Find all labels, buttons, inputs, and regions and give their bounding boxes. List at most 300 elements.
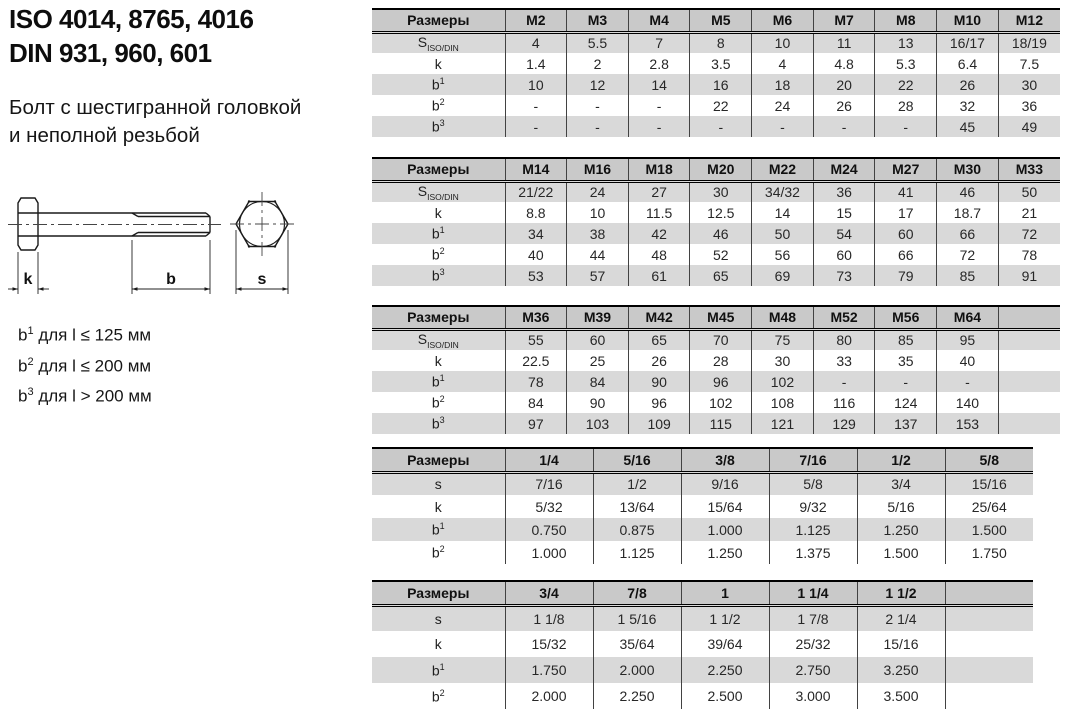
- table-row: [372, 605, 1033, 631]
- corner-label: Размеры: [372, 306, 505, 329]
- size-column-header: M42: [628, 306, 690, 329]
- value-cell: 7.5: [998, 53, 1060, 74]
- value-cell: 2.000: [505, 683, 593, 709]
- row-label: k: [434, 636, 442, 652]
- size-column-header: M5: [690, 9, 752, 32]
- value-cell: 78: [998, 244, 1060, 265]
- page-subtitle: [9, 94, 301, 150]
- row-label: $b^1$: [431, 661, 445, 679]
- size-column-header: 1/2: [857, 448, 945, 472]
- value-cell: 91: [998, 265, 1060, 286]
- value-cell: -: [813, 116, 875, 137]
- value-cell: 14: [752, 202, 814, 223]
- value-cell: 39/64: [681, 631, 769, 657]
- value-cell: 30: [690, 181, 752, 202]
- value-cell: 48: [628, 244, 690, 265]
- value-cell: 2.250: [681, 657, 769, 683]
- value-cell: 8: [690, 32, 752, 53]
- value-cell: 26: [628, 350, 690, 371]
- table-header-row: [372, 158, 1060, 181]
- value-cell: 72: [937, 244, 999, 265]
- size-column-header: 3/4: [505, 581, 593, 605]
- value-cell: 78: [505, 371, 567, 392]
- value-cell: 5/8: [769, 472, 857, 495]
- value-cell: 11: [813, 32, 875, 53]
- value-cell: 75: [752, 329, 814, 350]
- row-label: $b^2$: [431, 97, 445, 114]
- value-cell: 10: [505, 74, 567, 95]
- size-column-header: M64: [937, 306, 999, 329]
- empty-cell: [945, 657, 1033, 683]
- dimension-table: [372, 8, 1060, 137]
- value-cell: 45: [937, 116, 999, 137]
- row-label: $b^3$: [431, 118, 445, 135]
- value-cell: 16/17: [937, 32, 999, 53]
- size-column-header: M18: [628, 158, 690, 181]
- value-cell: 12.5: [690, 202, 752, 223]
- value-cell: 3.250: [857, 657, 945, 683]
- value-cell: 18.7: [937, 202, 999, 223]
- value-cell: 38: [567, 223, 629, 244]
- table-row: [372, 95, 1060, 116]
- value-cell: 10: [752, 32, 814, 53]
- size-column-header: M56: [875, 306, 937, 329]
- size-column-header: M22: [752, 158, 814, 181]
- table-row: [372, 657, 1033, 683]
- size-column-header: M10: [937, 9, 999, 32]
- row-label: $b^1$: [431, 373, 445, 390]
- value-cell: -: [752, 116, 814, 137]
- empty-cell: [945, 683, 1033, 709]
- value-cell: 24: [752, 95, 814, 116]
- value-cell: 57: [567, 265, 629, 286]
- value-cell: 36: [998, 95, 1060, 116]
- size-column-header: 1 1/2: [857, 581, 945, 605]
- value-cell: 65: [628, 329, 690, 350]
- table-row: [372, 371, 1060, 392]
- value-cell: 0.875: [593, 518, 681, 541]
- value-cell: 1 5/16: [593, 605, 681, 631]
- table-row: [372, 53, 1060, 74]
- footnote-b3: $b^3$ для l > 200 мм: [18, 386, 152, 406]
- value-cell: -: [690, 116, 752, 137]
- value-cell: 2: [567, 53, 629, 74]
- corner-label: Размеры: [372, 158, 505, 181]
- size-column-header: M14: [505, 158, 567, 181]
- value-cell: 15/32: [505, 631, 593, 657]
- value-cell: 124: [875, 392, 937, 413]
- subtitle-line-2: и неполной резьбой: [9, 124, 200, 147]
- value-cell: 15: [813, 202, 875, 223]
- value-cell: 96: [628, 392, 690, 413]
- row-label: $S_{ISO/DIN}$: [417, 330, 459, 350]
- row-label: $b^2$: [431, 246, 445, 263]
- size-column-header: M12: [998, 9, 1060, 32]
- value-cell: 21: [998, 202, 1060, 223]
- value-cell: 1.000: [505, 541, 593, 564]
- table-header-row: [372, 306, 1060, 329]
- size-column-header: M3: [567, 9, 629, 32]
- value-cell: 32: [937, 95, 999, 116]
- table-imperial-3-4-to-1-1-2: [372, 580, 1033, 709]
- footnotes: [18, 318, 152, 410]
- value-cell: 4: [505, 32, 567, 53]
- row-label: $b^3$: [431, 267, 445, 284]
- value-cell: 1.500: [945, 518, 1033, 541]
- table-row: [372, 518, 1033, 541]
- value-cell: 3/4: [857, 472, 945, 495]
- value-cell: 10: [567, 202, 629, 223]
- dim-label-b: b: [166, 271, 176, 288]
- value-cell: 2.250: [593, 683, 681, 709]
- value-cell: 35/64: [593, 631, 681, 657]
- row-label: $S_{ISO/DIN}$: [417, 33, 459, 53]
- table-row: [372, 116, 1060, 137]
- value-cell: 85: [875, 329, 937, 350]
- value-cell: 4.8: [813, 53, 875, 74]
- value-cell: 1.250: [857, 518, 945, 541]
- size-column-header: M7: [813, 9, 875, 32]
- value-cell: 20: [813, 74, 875, 95]
- empty-cell: [998, 329, 1060, 350]
- table-row: [372, 631, 1033, 657]
- table-metric-m36-m64: [372, 305, 1060, 434]
- table-row: [372, 181, 1060, 202]
- size-column-header: M4: [628, 9, 690, 32]
- value-cell: -: [505, 116, 567, 137]
- value-cell: 1 1/8: [505, 605, 593, 631]
- value-cell: 1 7/8: [769, 605, 857, 631]
- row-label: $b^2$: [431, 687, 445, 705]
- value-cell: 7/16: [505, 472, 593, 495]
- value-cell: 60: [875, 223, 937, 244]
- value-cell: 1.125: [769, 518, 857, 541]
- value-cell: 56: [752, 244, 814, 265]
- value-cell: 65: [690, 265, 752, 286]
- size-column-header: M2: [505, 9, 567, 32]
- subtitle-line-1: Болт с шестигранной головкой: [9, 96, 302, 119]
- value-cell: 22.5: [505, 350, 567, 371]
- size-column-header: M45: [690, 306, 752, 329]
- value-cell: 90: [628, 371, 690, 392]
- value-cell: 2.500: [681, 683, 769, 709]
- value-cell: 1/2: [593, 472, 681, 495]
- empty-column-header: [998, 306, 1060, 329]
- value-cell: 5/32: [505, 495, 593, 518]
- empty-cell: [998, 371, 1060, 392]
- value-cell: 140: [937, 392, 999, 413]
- page-title: [9, 2, 253, 70]
- value-cell: 60: [567, 329, 629, 350]
- value-cell: 79: [875, 265, 937, 286]
- size-column-header: M6: [752, 9, 814, 32]
- value-cell: 28: [690, 350, 752, 371]
- table-row: [372, 495, 1033, 518]
- value-cell: 46: [690, 223, 752, 244]
- title-iso: ISO 4014, 8765, 4016: [9, 4, 254, 34]
- value-cell: 61: [628, 265, 690, 286]
- size-column-header: M8: [875, 9, 937, 32]
- table-row: [372, 472, 1033, 495]
- value-cell: 34: [505, 223, 567, 244]
- value-cell: 2.8: [628, 53, 690, 74]
- row-label: $b^2$: [431, 544, 445, 561]
- row-label: k: [434, 498, 442, 515]
- value-cell: 30: [998, 74, 1060, 95]
- value-cell: 54: [813, 223, 875, 244]
- empty-cell: [945, 605, 1033, 631]
- value-cell: 24: [567, 181, 629, 202]
- row-label: $b^3$: [431, 415, 445, 432]
- value-cell: -: [567, 95, 629, 116]
- value-cell: 25: [567, 350, 629, 371]
- row-label: s: [434, 610, 442, 627]
- table-row: [372, 413, 1060, 434]
- size-column-header: M27: [875, 158, 937, 181]
- size-column-header: M33: [998, 158, 1060, 181]
- value-cell: -: [937, 371, 999, 392]
- empty-column-header: [945, 581, 1033, 605]
- value-cell: 102: [752, 371, 814, 392]
- size-column-header: M30: [937, 158, 999, 181]
- size-column-header: M36: [505, 306, 567, 329]
- row-label: $b^1$: [431, 521, 445, 538]
- row-label: $b^1$: [431, 225, 445, 242]
- value-cell: 80: [813, 329, 875, 350]
- value-cell: 55: [505, 329, 567, 350]
- value-cell: 13: [875, 32, 937, 53]
- value-cell: 1.000: [681, 518, 769, 541]
- size-column-header: M52: [813, 306, 875, 329]
- empty-cell: [998, 392, 1060, 413]
- row-label: s: [434, 476, 442, 493]
- value-cell: 15/16: [945, 472, 1033, 495]
- value-cell: 26: [813, 95, 875, 116]
- value-cell: 129: [813, 413, 875, 434]
- empty-cell: [998, 350, 1060, 371]
- bolt-side-view: [18, 198, 210, 250]
- value-cell: 30: [752, 350, 814, 371]
- size-column-header: M24: [813, 158, 875, 181]
- value-cell: 97: [505, 413, 567, 434]
- value-cell: 5/16: [857, 495, 945, 518]
- size-column-header: 3/8: [681, 448, 769, 472]
- value-cell: -: [505, 95, 567, 116]
- size-column-header: 5/16: [593, 448, 681, 472]
- value-cell: 52: [690, 244, 752, 265]
- size-column-header: 7/16: [769, 448, 857, 472]
- size-column-header: 7/8: [593, 581, 681, 605]
- value-cell: 2.750: [769, 657, 857, 683]
- value-cell: -: [875, 116, 937, 137]
- value-cell: 109: [628, 413, 690, 434]
- value-cell: 42: [628, 223, 690, 244]
- value-cell: 2 1/4: [857, 605, 945, 631]
- empty-cell: [945, 631, 1033, 657]
- value-cell: 1.375: [769, 541, 857, 564]
- table-metric-m2-m12: [372, 8, 1060, 137]
- size-column-header: 1 1/4: [769, 581, 857, 605]
- table-row: [372, 541, 1033, 564]
- value-cell: 85: [937, 265, 999, 286]
- value-cell: 102: [690, 392, 752, 413]
- row-label: k: [434, 352, 442, 369]
- value-cell: 53: [505, 265, 567, 286]
- value-cell: 25/64: [945, 495, 1033, 518]
- value-cell: 70: [690, 329, 752, 350]
- value-cell: -: [628, 116, 690, 137]
- value-cell: 84: [505, 392, 567, 413]
- value-cell: 22: [875, 74, 937, 95]
- value-cell: 96: [690, 371, 752, 392]
- size-column-header: 1/4: [505, 448, 593, 472]
- value-cell: 153: [937, 413, 999, 434]
- dimension-table: [372, 580, 1033, 709]
- value-cell: 116: [813, 392, 875, 413]
- value-cell: 1.500: [857, 541, 945, 564]
- value-cell: 17: [875, 202, 937, 223]
- value-cell: 50: [998, 181, 1060, 202]
- value-cell: 95: [937, 329, 999, 350]
- dimension-table: [372, 447, 1033, 564]
- bolt-technical-drawing: [8, 186, 314, 304]
- value-cell: 1.750: [505, 657, 593, 683]
- table-row: [372, 265, 1060, 286]
- table-row: [372, 350, 1060, 371]
- table-row: [372, 223, 1060, 244]
- value-cell: 35: [875, 350, 937, 371]
- value-cell: 50: [752, 223, 814, 244]
- value-cell: 12: [567, 74, 629, 95]
- value-cell: 3.500: [857, 683, 945, 709]
- value-cell: 66: [875, 244, 937, 265]
- size-column-header: 1: [681, 581, 769, 605]
- dim-label-s: s: [257, 271, 267, 288]
- value-cell: 13/64: [593, 495, 681, 518]
- table-row: [372, 392, 1060, 413]
- footnote-b2: $b^2$ для l ≤ 200 мм: [18, 355, 152, 376]
- value-cell: 115: [690, 413, 752, 434]
- value-cell: 103: [567, 413, 629, 434]
- row-label: $b^2$: [431, 394, 445, 411]
- value-cell: 60: [813, 244, 875, 265]
- empty-cell: [998, 413, 1060, 434]
- value-cell: 72: [998, 223, 1060, 244]
- table-metric-m14-m33: [372, 157, 1060, 286]
- value-cell: 1.750: [945, 541, 1033, 564]
- value-cell: 15/16: [857, 631, 945, 657]
- size-column-header: M20: [690, 158, 752, 181]
- table-row: [372, 683, 1033, 709]
- row-label: $S_{ISO/DIN}$: [417, 182, 459, 202]
- value-cell: 1 1/2: [681, 605, 769, 631]
- table-row: [372, 329, 1060, 350]
- corner-label: Размеры: [372, 448, 505, 472]
- value-cell: 49: [998, 116, 1060, 137]
- dimension-table: [372, 305, 1060, 434]
- table-row: [372, 32, 1060, 53]
- value-cell: 66: [937, 223, 999, 244]
- value-cell: 108: [752, 392, 814, 413]
- value-cell: 27: [628, 181, 690, 202]
- row-label: k: [434, 204, 442, 221]
- value-cell: -: [567, 116, 629, 137]
- value-cell: 1.250: [681, 541, 769, 564]
- value-cell: 28: [875, 95, 937, 116]
- value-cell: 3.000: [769, 683, 857, 709]
- value-cell: 11.5: [628, 202, 690, 223]
- value-cell: 1.4: [505, 53, 567, 74]
- size-column-header: M16: [567, 158, 629, 181]
- table-header-row: [372, 9, 1060, 32]
- value-cell: 5.3: [875, 53, 937, 74]
- value-cell: 18/19: [998, 32, 1060, 53]
- value-cell: 9/16: [681, 472, 769, 495]
- size-column-header: 5/8: [945, 448, 1033, 472]
- value-cell: 90: [567, 392, 629, 413]
- value-cell: 4: [752, 53, 814, 74]
- value-cell: 137: [875, 413, 937, 434]
- size-column-header: M48: [752, 306, 814, 329]
- value-cell: 16: [690, 74, 752, 95]
- value-cell: -: [813, 371, 875, 392]
- size-column-header: M39: [567, 306, 629, 329]
- title-din: DIN 931, 960, 601: [9, 38, 212, 68]
- value-cell: -: [628, 95, 690, 116]
- value-cell: 1.125: [593, 541, 681, 564]
- value-cell: 22: [690, 95, 752, 116]
- value-cell: 46: [937, 181, 999, 202]
- value-cell: 3.5: [690, 53, 752, 74]
- value-cell: 8.8: [505, 202, 567, 223]
- value-cell: 34/32: [752, 181, 814, 202]
- table-row: [372, 202, 1060, 223]
- value-cell: 0.750: [505, 518, 593, 541]
- value-cell: 6.4: [937, 53, 999, 74]
- table-header-row: [372, 448, 1033, 472]
- value-cell: 40: [505, 244, 567, 265]
- value-cell: 15/64: [681, 495, 769, 518]
- value-cell: 40: [937, 350, 999, 371]
- table-imperial-1-4-to-5-8: [372, 447, 1033, 564]
- value-cell: 121: [752, 413, 814, 434]
- row-label: k: [434, 55, 442, 72]
- value-cell: 33: [813, 350, 875, 371]
- value-cell: 9/32: [769, 495, 857, 518]
- corner-label: Размеры: [372, 581, 505, 605]
- value-cell: 36: [813, 181, 875, 202]
- row-label: $b^1$: [431, 76, 445, 93]
- table-row: [372, 244, 1060, 265]
- value-cell: 25/32: [769, 631, 857, 657]
- value-cell: 69: [752, 265, 814, 286]
- dimension-table: [372, 157, 1060, 286]
- value-cell: 14: [628, 74, 690, 95]
- value-cell: 44: [567, 244, 629, 265]
- value-cell: 41: [875, 181, 937, 202]
- dim-label-k: k: [23, 271, 33, 288]
- value-cell: -: [875, 371, 937, 392]
- table-header-row: [372, 581, 1033, 605]
- value-cell: 84: [567, 371, 629, 392]
- footnote-b1: $b^1$ для l ≤ 125 мм: [18, 325, 152, 345]
- value-cell: 5.5: [567, 32, 629, 53]
- value-cell: 73: [813, 265, 875, 286]
- table-row: [372, 74, 1060, 95]
- value-cell: 2.000: [593, 657, 681, 683]
- value-cell: 21/22: [505, 181, 567, 202]
- value-cell: 26: [937, 74, 999, 95]
